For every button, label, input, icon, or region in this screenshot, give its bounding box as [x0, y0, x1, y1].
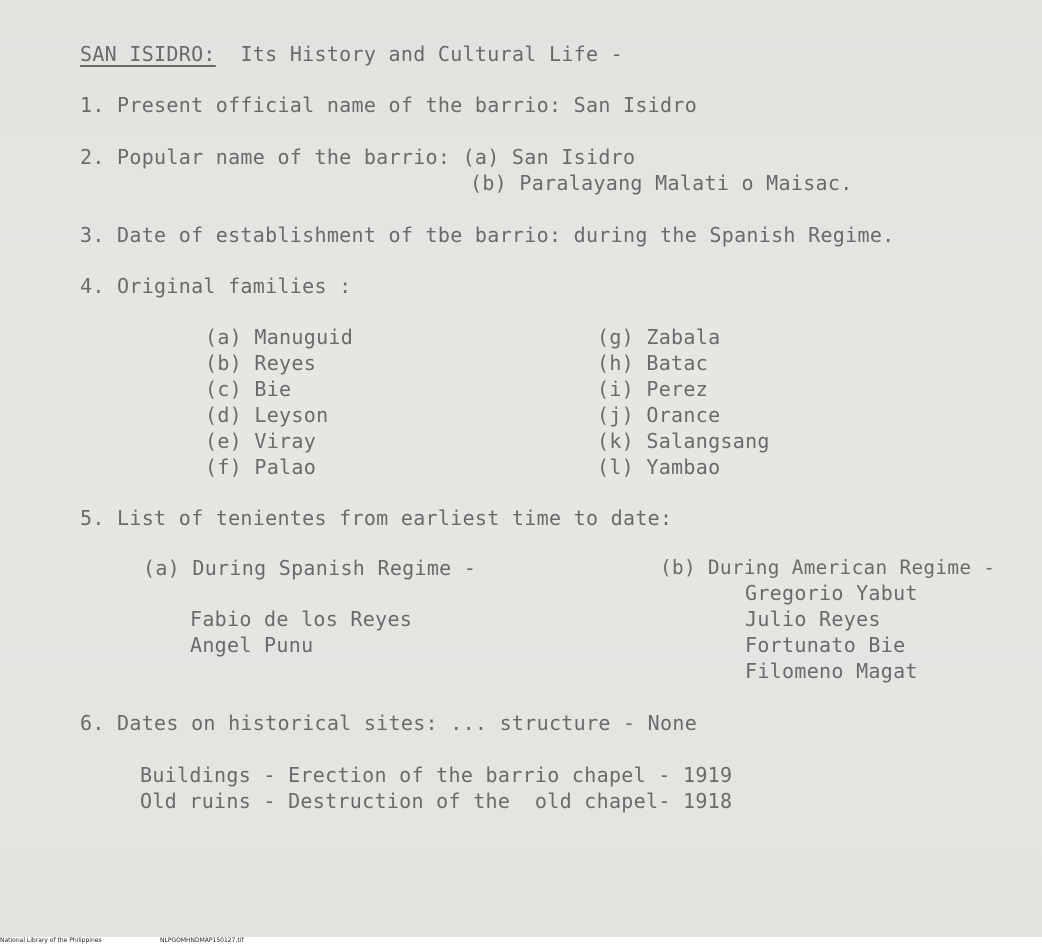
site-entry: Buildings - Erection of the barrio chapel - 1919 [140, 763, 733, 787]
family-entry: (k) Salangsang [597, 429, 770, 453]
teniente-name: Filomeno Magat [745, 659, 918, 683]
family-entry: (i) Perez [597, 377, 709, 401]
item-1-official-name: 1. Present official name of the barrio: San Isidro [80, 93, 698, 117]
family-entry: (g) Zabala [597, 325, 721, 349]
teniente-name: Fortunato Bie [745, 633, 906, 657]
item-4-original-families: 4. Original families : [80, 274, 352, 298]
item-5-tenientes: 5. List of tenientes from earliest time to date: [80, 506, 673, 530]
title-rest: Its History and Cultural Life - [240, 42, 624, 66]
family-entry: (h) Batac [597, 351, 709, 375]
item-2-popular-name-b: (b) Paralayang Malati o Maisac. [470, 171, 853, 195]
title-barrio-name: SAN ISIDRO: [80, 42, 216, 66]
scan-footer [0, 937, 1042, 945]
teniente-name: Angel Punu [190, 633, 314, 657]
footer-filename: NLPGOMHNDMAP150127.tif [160, 937, 244, 944]
family-entry: (e) Viray [205, 429, 317, 453]
family-entry: (f) Palao [205, 455, 317, 479]
document-title [80, 42, 623, 66]
family-entry: (l) Yambao [597, 455, 721, 479]
item-3-establishment-date: 3. Date of establishment of tbe barrio: during the Spanish Regime. [80, 223, 895, 247]
teniente-name: Julio Reyes [745, 607, 881, 631]
teniente-name: Gregorio Yabut [745, 581, 918, 605]
family-entry: (c) Bie [205, 377, 292, 401]
footer-library: National Library of the Philippines [0, 937, 102, 944]
spanish-regime-heading: (a) During Spanish Regime - [143, 556, 477, 580]
teniente-name: Fabio de los Reyes [190, 607, 413, 631]
family-entry: (a) Manuguid [205, 325, 354, 349]
site-entry: Old ruins - Destruction of the old chapel- 1918 [140, 789, 733, 813]
item-6-historical-sites: 6. Dates on historical sites: ... structure - None [80, 711, 698, 735]
item-2-popular-name: 2. Popular name of the barrio: (a) San Isidro [80, 145, 636, 169]
american-regime-heading: (b) During American Regime - [660, 556, 996, 579]
family-entry: (b) Reyes [205, 351, 317, 375]
family-entry: (d) Leyson [205, 403, 329, 427]
family-entry: (j) Orance [597, 403, 721, 427]
